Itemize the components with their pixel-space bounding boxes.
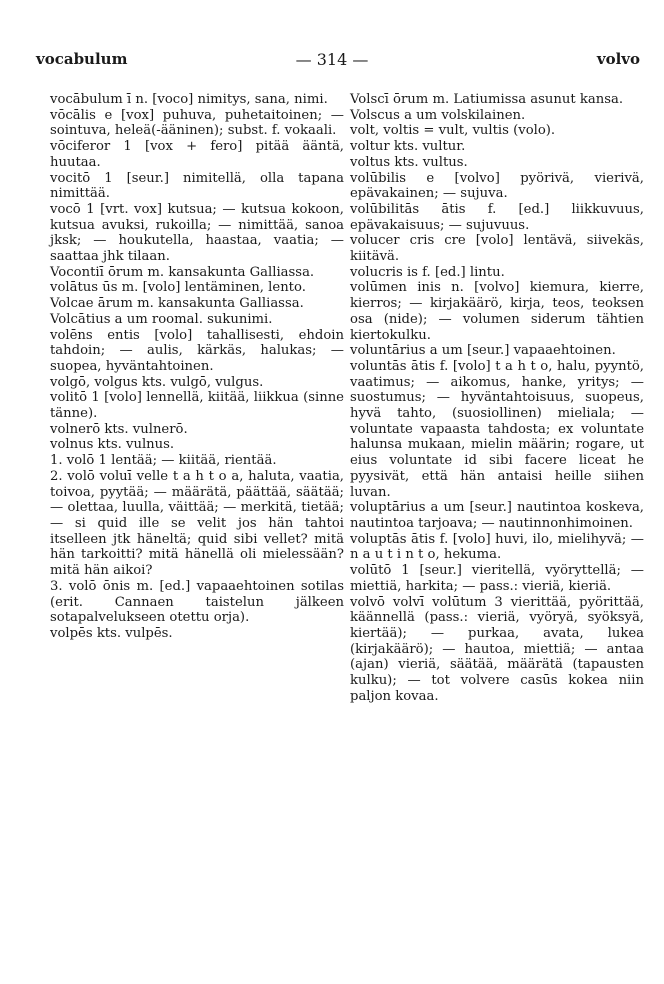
header-first-word: vocabulum — [36, 50, 128, 68]
dictionary-entry: volt, voltis = vult, vultis (volo). — [350, 123, 556, 139]
dictionary-entry: volucer cris cre [volo] lentävä, siivekäs, kiitävä. — [350, 233, 644, 265]
dictionary-entry: volitō 1 [volo] lennellä, kiitää, liikkua (sinne tänne). — [50, 390, 344, 422]
dictionary-entry: volūtō 1 [seur.] vieritellä, vyöryttellä; — miettiä, harkita; — pass.: vieriä, kieriä. — [350, 563, 644, 594]
dictionary-entry: volūbilitās ātis f. [ed.] liikkuvuus, epävakaisuus; — sujuvuus. — [350, 201, 644, 233]
dictionary-entry: voltus kts. vultus. — [350, 154, 468, 170]
dictionary-entry: voltur kts. vultur. — [350, 139, 466, 155]
dictionary-entry: volvō volvī volūtum 3 vierittää, pyörittää, käännellä (pass.: vieriä, vyöryä, syöksyä, kiertää); — purkaa, avata, lukea (kirjakäärö); — hautoa, miettiä; — antaa (ajan) vieriä, säätää, määrätä (tapausten kulku); — tot volvere casūs kokea niin paljon kovaa. — [350, 594, 644, 704]
dictionary-entry: Volscus a um volskilainen. — [350, 107, 526, 123]
dictionary-entry: volpēs kts. vulpēs. — [50, 625, 173, 641]
dictionary-entry: voluptās ātis f. [volo] huvi, ilo, mielihyvä; — n a u t i n t o, hekuma. — [350, 531, 644, 563]
page-number: — 314 — — [295, 50, 369, 69]
dictionary-entry: volnus kts. vulnus. — [50, 437, 175, 453]
dictionary-entry: volātus ūs m. [volo] lentäminen, lento. — [50, 280, 306, 296]
dictionary-entry: vōciferor 1 [vox + fero] pitää ääntä, huutaa. — [50, 139, 344, 170]
dictionary-entry: 3. volō ōnis m. [ed.] vapaaehtoinen sotilas (erit. Cannaen taistelun jälkeen sotapalvelukseen otettu orja). — [50, 578, 344, 626]
dictionary-entry: volūbilis e [volvo] pyörivä, vierivä, epävakainen; — sujuva. — [350, 170, 644, 202]
dictionary-entry: voluntārius a um [seur.] vapaaehtoinen. — [350, 343, 616, 359]
dictionary-entry: Volscī ōrum m. Latiumissa asunut kansa. — [350, 92, 624, 107]
dictionary-entry: volēns entis [volo] tahallisesti, ehdoin tahdoin; — aulis, kärkäs, halukas; — suopea, hyväntahtoinen. — [50, 327, 344, 374]
dictionary-entry: volgō, volgus kts. vulgō, vulgus. — [50, 374, 264, 390]
dictionary-entry: 2. volō voluī velle t a h t o a, haluta, vaatia, toivoa, pyytää; — määrätä, päättää, säätää; — olettaa, luulla, väittää; — merkitä, tietää; — si quid ille se velit jos hän tahtoi itselleen jtk häneltä; quid sibi vellet? mitä hän tarkoitti? mitä hänellä oli mielessään? mitä hän aikoi? — [50, 468, 344, 579]
dictionary-entry: vocābulum ī n. [voco] nimitys, sana, nimi. — [50, 92, 328, 107]
dictionary-entry: Volcae ārum m. kansakunta Galliassa. — [50, 296, 304, 312]
dictionary-entry: vocitō 1 [seur.] nimitellä, olla tapana nimittää. — [50, 170, 344, 202]
left-column — [50, 92, 344, 642]
dictionary-entry: voluntās ātis f. [volo] t a h t o, halu, pyyntö, vaatimus; — aikomus, hanke, yritys; — suostumus; — hyväntahtoisuus, suopeus, hyvä tahto, (suosiollinen) mieliala; — voluntate vapaasta tahdosta; ex voluntate halunsa mukaan, mielin määrin; rogare, ut eius voluntate id sibi facere liceat he pyysivät, että hän antaisi heille siihen luvan. — [350, 358, 644, 500]
dictionary-entry: volnerō kts. vulnerō. — [50, 421, 188, 437]
right-column — [350, 92, 644, 704]
dictionary-entry: voluptārius a um [seur.] nautintoa koskeva, nautintoa tarjoava; — nautinnonhimoinen. — [350, 500, 644, 531]
header-last-word: volvo — [596, 50, 640, 68]
dictionary-entry: Volcātius a um roomal. sukunimi. — [50, 311, 273, 327]
dictionary-entry: vocō 1 [vrt. vox] kutsua; — kutsua kokoon, kutsua avuksi, rukoilla; — nimittää, sanoa jksk; — houkutella, haastaa, vaatia; — saattaa jhk tilaan. — [50, 201, 344, 265]
dictionary-entry: volūmen inis n. [volvo] kiemura, kierre, kierros; — kirjakäärö, kirja, teos, teoksen osa (nide); — volumen siderum tähtien kiertokulku. — [350, 280, 644, 343]
dictionary-entry: Vocontiī ōrum m. kansakunta Galliassa. — [50, 264, 315, 280]
dictionary-entry: volucris is f. [ed.] lintu. — [350, 264, 505, 280]
dictionary-entry: vōcālis e [vox] puhuva, puhetaitoinen; — sointuva, heleä(-ääninen); subst. f. vokaali. — [50, 107, 344, 139]
page-header — [0, 50, 664, 74]
dictionary-entry: 1. volō 1 lentää; — kiitää, rientää. — [50, 453, 277, 469]
